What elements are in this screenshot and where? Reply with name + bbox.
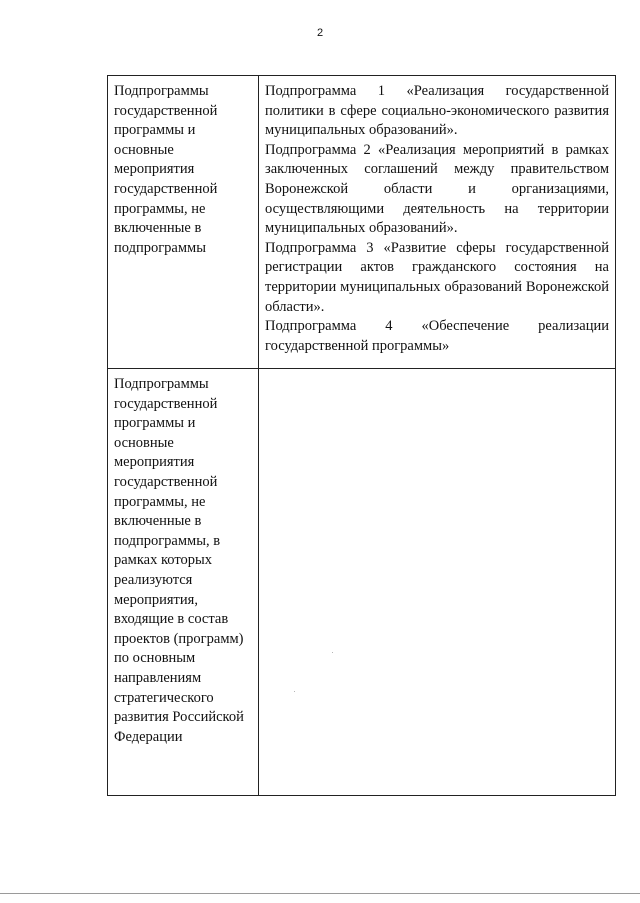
scan-speck bbox=[294, 691, 295, 692]
table-row bbox=[108, 76, 616, 369]
scan-speck bbox=[332, 652, 333, 653]
subprogram-1-paragraph: Подпрограмма 1 «Реализация государственной политики в сфере социально-экономического развития муниципальных образований». bbox=[265, 83, 609, 139]
scan-bottom-edge bbox=[0, 893, 640, 894]
subprogram-3-paragraph: Подпрограмма 3 «Развитие сферы государственной регистрации актов гражданского состояния на территории муниципальных образований Воронежской области». bbox=[265, 239, 609, 315]
row-label: Подпрограммы государственной программы и основные мероприятия государственной программы, не включенные в подпрограммы, в рамках которых реализуются мероприятия, входящие в состав проектов (программ) по основным направлениям стратегического развития Российской Федерации bbox=[114, 376, 244, 745]
page-number: 2 bbox=[316, 27, 324, 39]
subprogram-4-paragraph: Подпрограмма 4 «Обеспечение реализации государственной программы» bbox=[265, 318, 609, 354]
row-value-cell-empty bbox=[259, 369, 616, 796]
table-row bbox=[108, 369, 616, 796]
row-label: Подпрограммы государственной программы и основные мероприятия государственной программы, не включенные в подпрограммы bbox=[114, 83, 218, 256]
row-value-cell bbox=[259, 76, 616, 369]
row-label-cell bbox=[108, 76, 259, 369]
program-passport-table bbox=[107, 75, 616, 796]
subprogram-2-paragraph: Подпрограмма 2 «Реализация мероприятий в рамках заключенных соглашений между правительством Воронежской области и организациями, осуществляющими деятельность на территории муниципальных образований». bbox=[265, 141, 609, 237]
row-label-cell bbox=[108, 369, 259, 796]
